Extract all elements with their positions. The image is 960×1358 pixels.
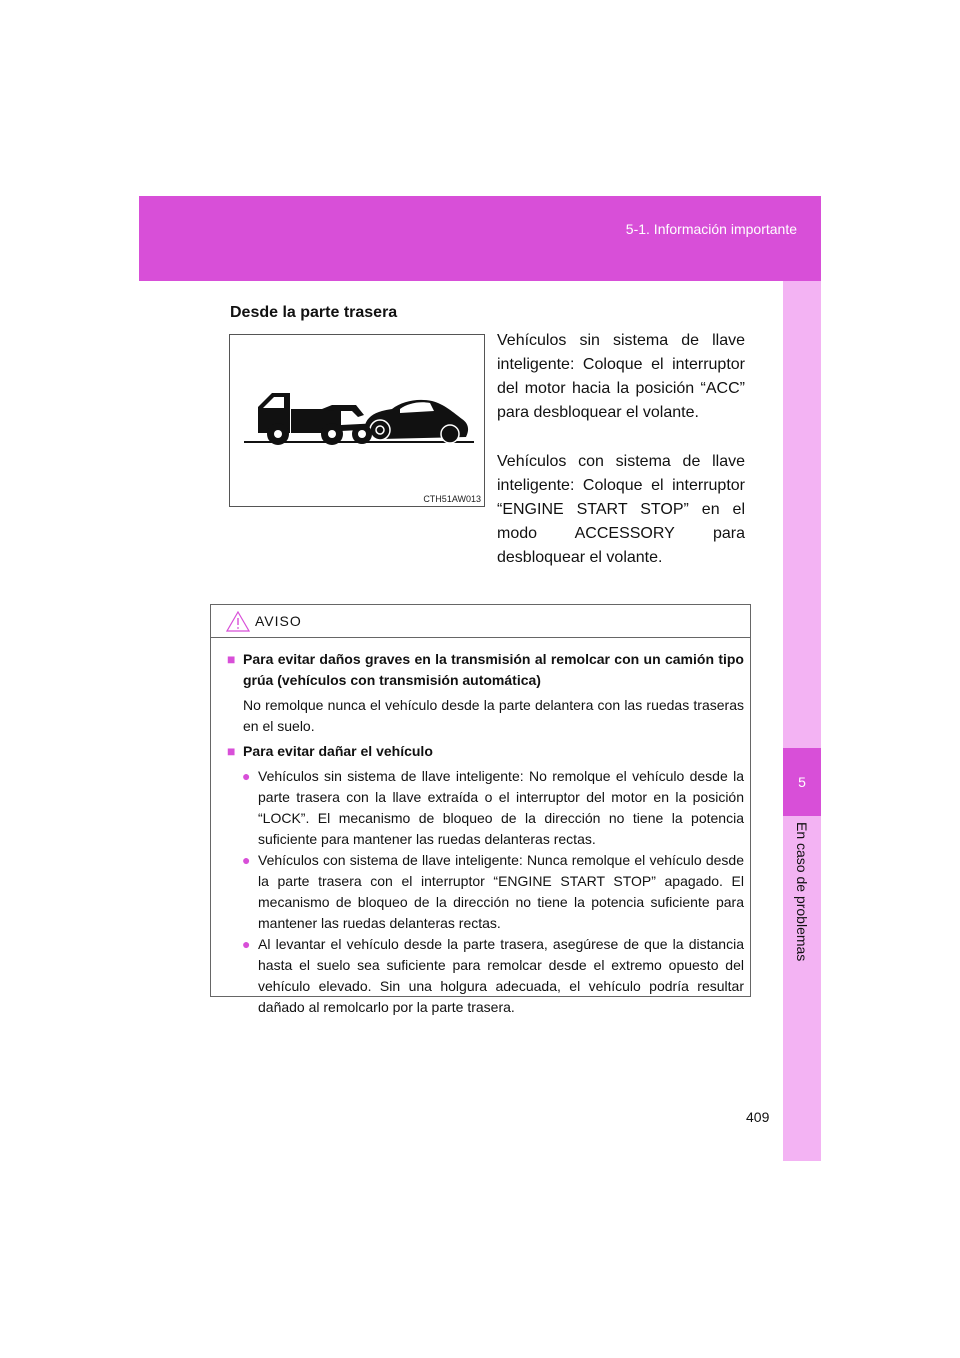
warning-section-1-text: No remolque nunca el vehículo desde la parte delantera con las ruedas traseras en el suelo. [243,697,744,734]
warning-section-1 [227,649,744,691]
warning-bullet-1 [227,766,744,850]
section-heading: Desde la parte trasera [230,304,398,321]
tow-truck-figure [229,334,485,507]
square-bullet-icon: ■ [227,743,236,759]
section-header-band [139,196,821,281]
warning-header [211,605,750,638]
warning-bullet-2 [227,850,744,934]
figure-code: CTH51AW013 [423,494,481,504]
warning-triangle-icon [226,611,250,632]
warning-box [210,604,751,1015]
dot-bullet-icon: ● [242,852,251,868]
warning-bullet-3-text: Al levantar el vehículo desde la parte trasera, asegúrese de que la distancia hasta el suelo sea suficiente para remolcar desde el extremo opuesto del vehículo elevado. Sin una holgura adecuada, el vehículo podría resultar dañado al remolcarlo por la parte trasera. [258,936,744,1015]
warning-bullet-1-text: Vehículos sin sistema de llave inteligente: No remolque el vehículo desde la parte trasera con la llave extraída o el interruptor del motor en la posición “LOCK”. El mecanismo de bloqueo de la dirección no tiene la potencia suficiente para mantener las ruedas delanteras rectas. [258,768,744,847]
chapter-label: En caso de problemas [794,822,810,962]
warning-section-2 [227,741,744,762]
dot-bullet-icon: ● [242,936,251,952]
paragraph-without-smart-key: Vehículos sin sistema de llave inteligente: Coloque el interruptor del motor hacia la posición “ACC” para desbloquear el volante. [497,332,745,421]
warning-section-1-heading: Para evitar daños graves en la transmisión al remolcar con un camión tipo grúa (vehículos con transmisión automática) [243,651,744,688]
dot-bullet-icon: ● [242,768,251,784]
page-number: 409 [746,1109,770,1125]
section-title: 5-1. Información importante [625,221,797,237]
warning-section-2-heading: Para evitar dañar el vehículo [243,743,433,759]
chapter-number: 5 [783,748,821,816]
warning-title: AVISO [255,613,302,629]
warning-bullet-2-text: Vehículos con sistema de llave inteligente: Nunca remolque el vehículo desde la parte trasera con el interruptor “ENGINE START STOP” apagado. El mecanismo de bloqueo de la dirección no tiene la potencia suficiente para mantener las ruedas delanteras rectas. [258,852,744,931]
paragraph-with-smart-key: Vehículos con sistema de llave inteligente: Coloque el interruptor “ENGINE START STOP” en el modo ACCESSORY para desbloquear el volante. [497,453,745,566]
tow-truck-illustration [230,335,486,508]
warning-bullet-3 [227,934,744,1018]
chapter-side-tab [783,281,821,1161]
warning-section-1-text-block [227,695,744,737]
square-bullet-icon: ■ [227,651,236,667]
